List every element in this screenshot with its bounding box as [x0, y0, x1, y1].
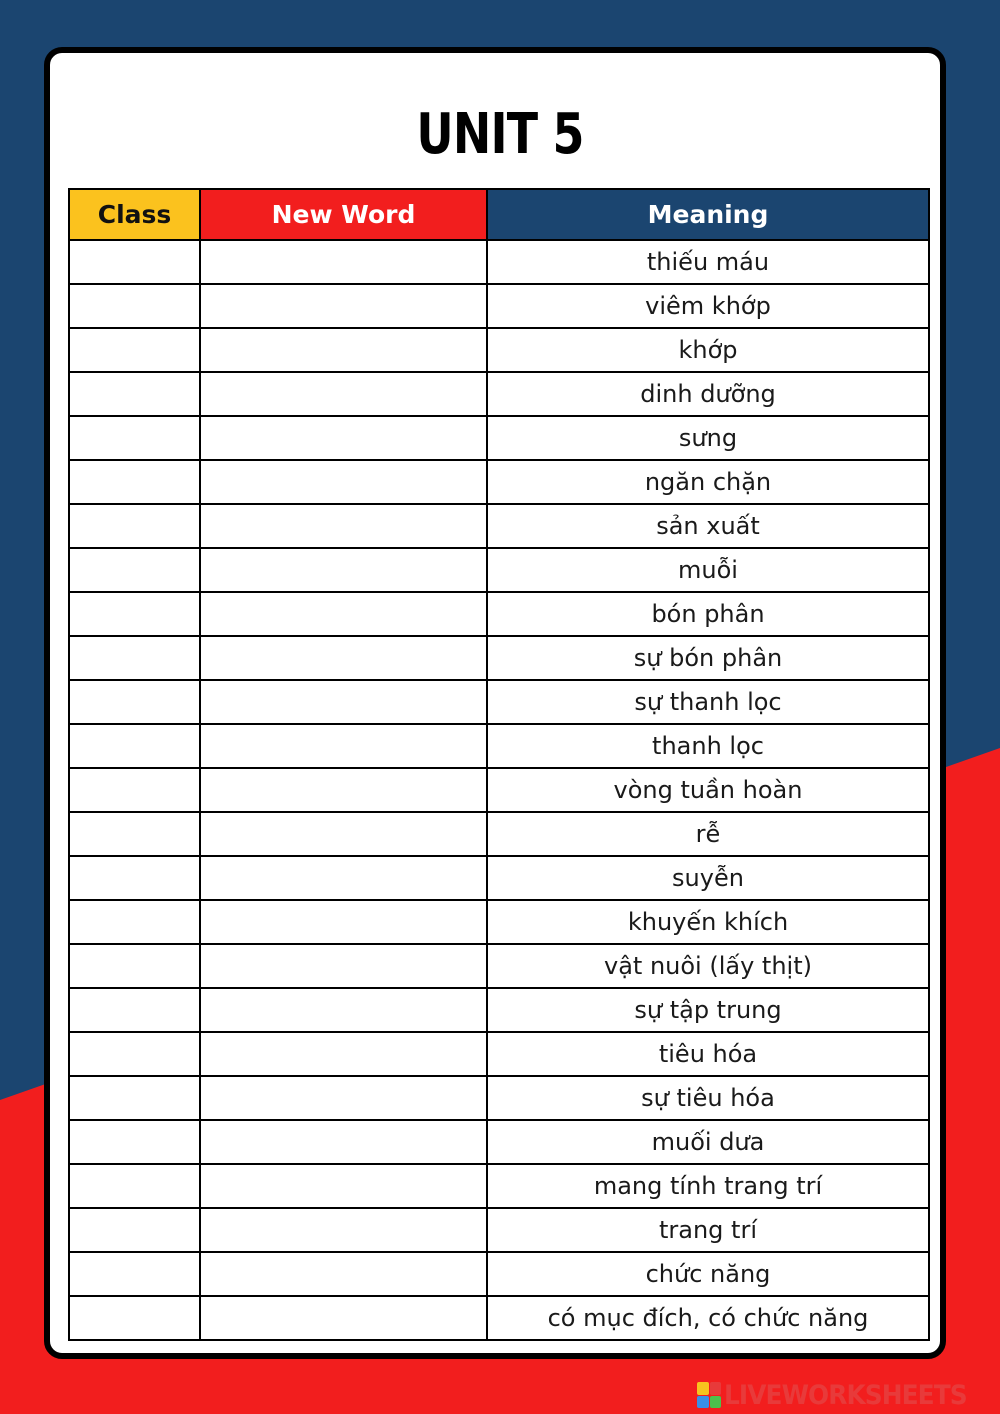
- new-word-cell[interactable]: [200, 460, 487, 504]
- meaning-cell: có mục đích, có chức năng: [487, 1296, 929, 1340]
- class-cell[interactable]: [69, 1296, 200, 1340]
- new-word-cell[interactable]: [200, 988, 487, 1032]
- table-row: [69, 988, 929, 1032]
- new-word-cell[interactable]: [200, 900, 487, 944]
- new-word-cell[interactable]: [200, 1120, 487, 1164]
- class-cell[interactable]: [69, 372, 200, 416]
- class-cell[interactable]: [69, 988, 200, 1032]
- meaning-cell: bón phân: [487, 592, 929, 636]
- new-word-cell[interactable]: [200, 856, 487, 900]
- class-cell[interactable]: [69, 416, 200, 460]
- new-word-cell[interactable]: [200, 328, 487, 372]
- table-row: [69, 460, 929, 504]
- class-cell[interactable]: [69, 856, 200, 900]
- new-word-cell[interactable]: [200, 284, 487, 328]
- table-row: [69, 328, 929, 372]
- meaning-cell: mang tính trang trí: [487, 1164, 929, 1208]
- class-cell[interactable]: [69, 680, 200, 724]
- meaning-cell: sự thanh lọc: [487, 680, 929, 724]
- meaning-cell: muối dưa: [487, 1120, 929, 1164]
- meaning-cell: viêm khớp: [487, 284, 929, 328]
- meaning-cell: thiếu máu: [487, 240, 929, 284]
- table-row: [69, 1208, 929, 1252]
- vocabulary-table: [68, 188, 930, 1341]
- new-word-cell[interactable]: [200, 724, 487, 768]
- meaning-cell: sưng: [487, 416, 929, 460]
- watermark-text: LIVEWORKSHEETS: [724, 1379, 967, 1411]
- class-cell[interactable]: [69, 768, 200, 812]
- class-cell[interactable]: [69, 1252, 200, 1296]
- table-row: [69, 636, 929, 680]
- meaning-cell: vật nuôi (lấy thịt): [487, 944, 929, 988]
- class-cell[interactable]: [69, 1032, 200, 1076]
- class-cell[interactable]: [69, 284, 200, 328]
- table-row: [69, 1296, 929, 1340]
- liveworksheets-logo-icon: [697, 1382, 721, 1408]
- class-cell[interactable]: [69, 944, 200, 988]
- table-row: [69, 1252, 929, 1296]
- meaning-cell: sự bón phân: [487, 636, 929, 680]
- table-row: [69, 1032, 929, 1076]
- table-row: [69, 1164, 929, 1208]
- table-row: [69, 724, 929, 768]
- class-cell[interactable]: [69, 1164, 200, 1208]
- meaning-cell: sản xuất: [487, 504, 929, 548]
- table-row: [69, 416, 929, 460]
- class-cell[interactable]: [69, 1076, 200, 1120]
- new-word-cell[interactable]: [200, 1296, 487, 1340]
- meaning-cell: chức năng: [487, 1252, 929, 1296]
- header-new-word: New Word: [200, 189, 487, 240]
- class-cell[interactable]: [69, 1208, 200, 1252]
- meaning-cell: dinh dưỡng: [487, 372, 929, 416]
- table-row: [69, 900, 929, 944]
- table-row: [69, 284, 929, 328]
- meaning-cell: khuyến khích: [487, 900, 929, 944]
- table-row: [69, 1076, 929, 1120]
- new-word-cell[interactable]: [200, 372, 487, 416]
- class-cell[interactable]: [69, 328, 200, 372]
- new-word-cell[interactable]: [200, 680, 487, 724]
- meaning-cell: thanh lọc: [487, 724, 929, 768]
- new-word-cell[interactable]: [200, 1032, 487, 1076]
- class-cell[interactable]: [69, 1120, 200, 1164]
- class-cell[interactable]: [69, 240, 200, 284]
- table-header-row: [69, 189, 929, 240]
- new-word-cell[interactable]: [200, 1252, 487, 1296]
- table-row: [69, 372, 929, 416]
- new-word-cell[interactable]: [200, 1164, 487, 1208]
- new-word-cell[interactable]: [200, 636, 487, 680]
- new-word-cell[interactable]: [200, 944, 487, 988]
- table-row: [69, 768, 929, 812]
- meaning-cell: tiêu hóa: [487, 1032, 929, 1076]
- class-cell[interactable]: [69, 724, 200, 768]
- meaning-cell: sự tiêu hóa: [487, 1076, 929, 1120]
- table-row: [69, 240, 929, 284]
- new-word-cell[interactable]: [200, 768, 487, 812]
- meaning-cell: vòng tuần hoàn: [487, 768, 929, 812]
- class-cell[interactable]: [69, 504, 200, 548]
- new-word-cell[interactable]: [200, 1208, 487, 1252]
- class-cell[interactable]: [69, 592, 200, 636]
- table-row: [69, 548, 929, 592]
- header-class: Class: [69, 189, 200, 240]
- new-word-cell[interactable]: [200, 240, 487, 284]
- table-row: [69, 944, 929, 988]
- page-title: UNIT 5: [416, 102, 584, 167]
- header-meaning: Meaning: [487, 189, 929, 240]
- meaning-cell: suyễn: [487, 856, 929, 900]
- meaning-cell: trang trí: [487, 1208, 929, 1252]
- meaning-cell: rễ: [487, 812, 929, 856]
- class-cell[interactable]: [69, 548, 200, 592]
- meaning-cell: ngăn chặn: [487, 460, 929, 504]
- new-word-cell[interactable]: [200, 548, 487, 592]
- table-row: [69, 504, 929, 548]
- liveworksheets-logo: [697, 1380, 988, 1410]
- table-row: [69, 592, 929, 636]
- class-cell[interactable]: [69, 812, 200, 856]
- meaning-cell: sự tập trung: [487, 988, 929, 1032]
- new-word-cell[interactable]: [200, 1076, 487, 1120]
- table-row: [69, 680, 929, 724]
- class-cell[interactable]: [69, 900, 200, 944]
- new-word-cell[interactable]: [200, 592, 487, 636]
- class-cell[interactable]: [69, 636, 200, 680]
- table-row: [69, 856, 929, 900]
- new-word-cell[interactable]: [200, 416, 487, 460]
- table-row: [69, 812, 929, 856]
- class-cell[interactable]: [69, 460, 200, 504]
- new-word-cell[interactable]: [200, 812, 487, 856]
- new-word-cell[interactable]: [200, 504, 487, 548]
- meaning-cell: khớp: [487, 328, 929, 372]
- meaning-cell: muỗi: [487, 548, 929, 592]
- table-row: [69, 1120, 929, 1164]
